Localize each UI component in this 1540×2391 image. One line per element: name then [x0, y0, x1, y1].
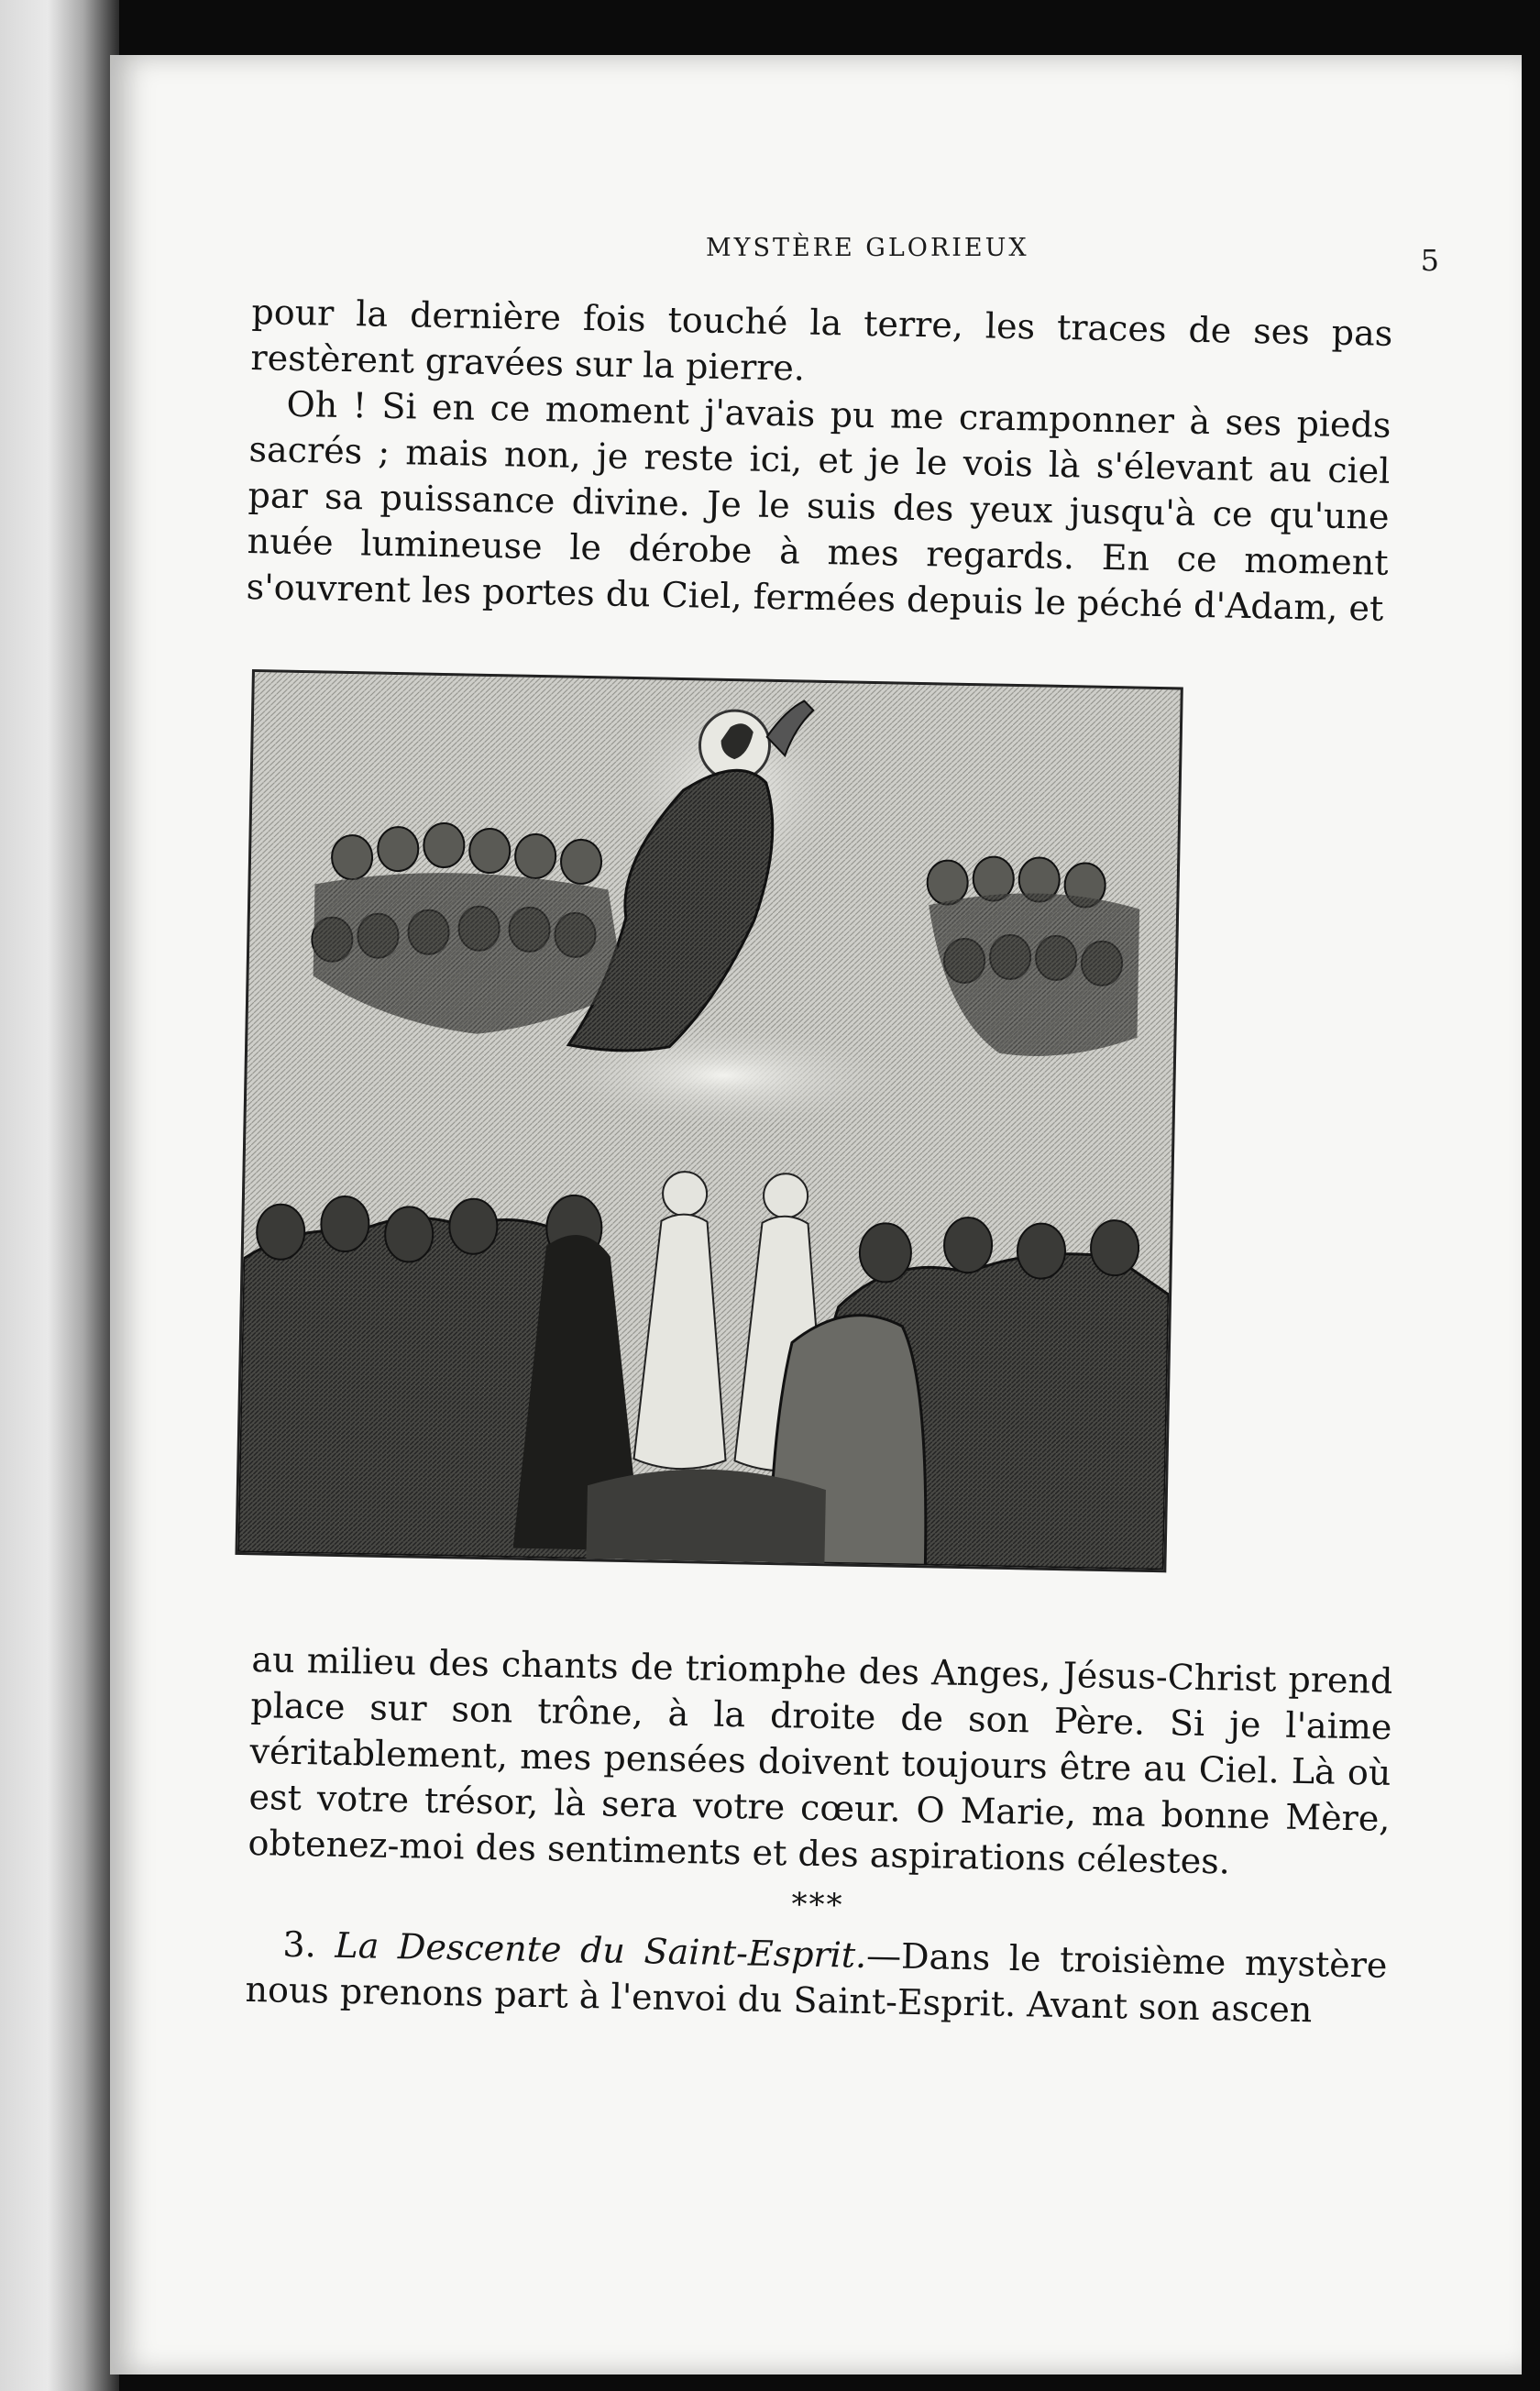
page-header: [321, 234, 1439, 289]
section-title: La Descente du Saint-Esprit.: [335, 1924, 867, 1976]
book-spine: [0, 0, 119, 2391]
ascension-illustration: [235, 669, 1182, 1572]
section-number: 3.: [282, 1923, 317, 1966]
ascension-engraving-picture: [238, 672, 1181, 1570]
section-separator: ***: [791, 1886, 844, 1924]
paragraph-2: Oh ! Si en ce moment j'avais pu me cramponner à ses pieds sacrés ; mais non, je reste ici, et je le vois là s'élevant au ciel par sa puissance divine. Je le suis des yeux jusqu'à ce qu'une nuée lumineuse le dérobe à mes regards. En ce moment s'ouvrent les portes du Ciel, fermées depuis le péché d'Adam, et: [246, 383, 1392, 629]
paragraph-1: pour la dernière fois touché la terre, les traces de ses pas restèrent gravées sur la pierre.: [250, 291, 1393, 389]
paragraph-3: au milieu des chants de triomphe des Anges, Jésus-Christ prend place sur son trône, à la droite de son Père. Si je l'aime véritablement, mes pensées doivent toujours être au Ciel. Là où est votre trésor, là sera votre cœur. O Marie, ma bonne Mère, obtenez-moi des sentiments et des aspirations célestes.: [248, 1638, 1393, 1882]
running-head: MYSTÈRE GLORIEUX: [706, 234, 1029, 262]
page-number: 5: [1420, 243, 1439, 278]
book-page: [110, 55, 1522, 2374]
paragraph-4: [245, 1921, 1388, 2034]
section-text: —Dans le troisième mystère nous prenons part à l'envoi du Saint-Esprit. Avant son ascen: [245, 1934, 1388, 2031]
top-text: [246, 289, 1392, 632]
bottom-text: [245, 1636, 1393, 2034]
